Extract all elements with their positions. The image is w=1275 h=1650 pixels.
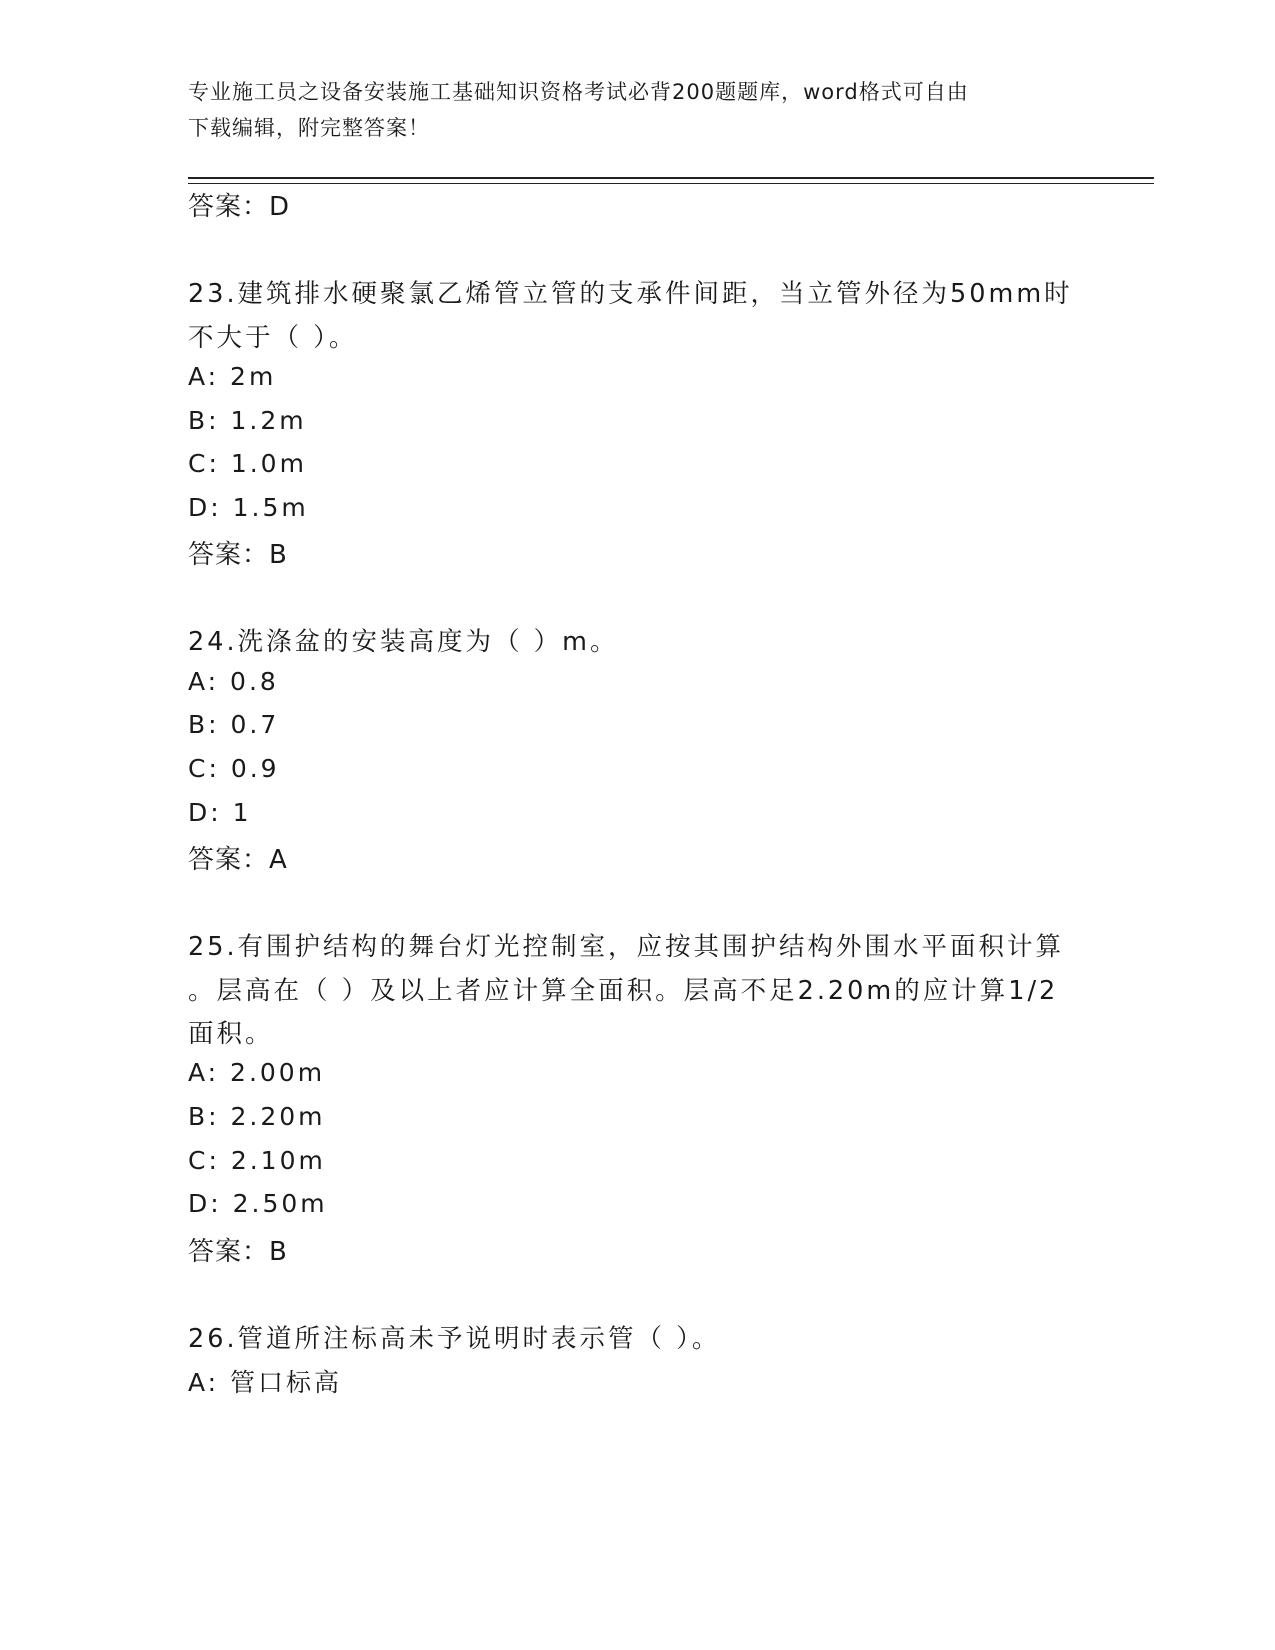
question-23-option-b: B: 1.2m (188, 406, 307, 435)
question-25-option-b: B: 2.20m (188, 1102, 326, 1131)
question-25-answer: 答案：B (188, 1237, 288, 1267)
question-26-option-a: A: 管口标高 (188, 1368, 343, 1397)
previous-answer: 答案：D (188, 192, 291, 222)
question-24-line-1: 24.洗涤盆的安装高度为（ ）m。 (188, 627, 619, 657)
question-25-line-2: 。层高在（ ）及以上者应计算全面积。层高不足2.20m的应计算1/2 (188, 976, 1059, 1006)
question-23-line-1: 23.建筑排水硬聚氯乙烯管立管的支承件间距，当立管外径为50mm时 (188, 279, 1073, 309)
header-rule-thick (188, 177, 1154, 179)
question-24-option-d: D: 1 (188, 798, 252, 827)
question-24-option-a: A: 0.8 (188, 667, 279, 696)
question-24-answer: 答案：A (188, 845, 288, 875)
question-25-option-c: C: 2.10m (188, 1146, 326, 1175)
header-rule-thin (188, 183, 1154, 184)
header-line-1: 专业施工员之设备安装施工基础知识资格考试必背200题题库，word格式可自由 (188, 80, 969, 104)
question-24-option-b: B: 0.7 (188, 710, 280, 739)
question-23-line-2: 不大于（ ）。 (188, 323, 358, 353)
question-25-option-d: D: 2.50m (188, 1189, 328, 1218)
question-23-answer: 答案：B (188, 540, 288, 570)
page-header (188, 74, 1088, 146)
question-23-option-c: C: 1.0m (188, 449, 307, 478)
header-line-2: 下载编辑，附完整答案！ (188, 116, 430, 140)
question-23-option-a: A: 2m (188, 362, 277, 391)
question-26-line-1: 26.管道所注标高未予说明时表示管（ ）。 (188, 1324, 721, 1354)
question-25-option-a: A: 2.00m (188, 1058, 326, 1087)
question-24-option-c: C: 0.9 (188, 754, 280, 783)
question-25-line-3: 面积。 (188, 1019, 274, 1049)
question-25-line-1: 25.有围护结构的舞台灯光控制室，应按其围护结构外围水平面积计算 (188, 932, 1065, 962)
question-23-option-d: D: 1.5m (188, 493, 309, 522)
